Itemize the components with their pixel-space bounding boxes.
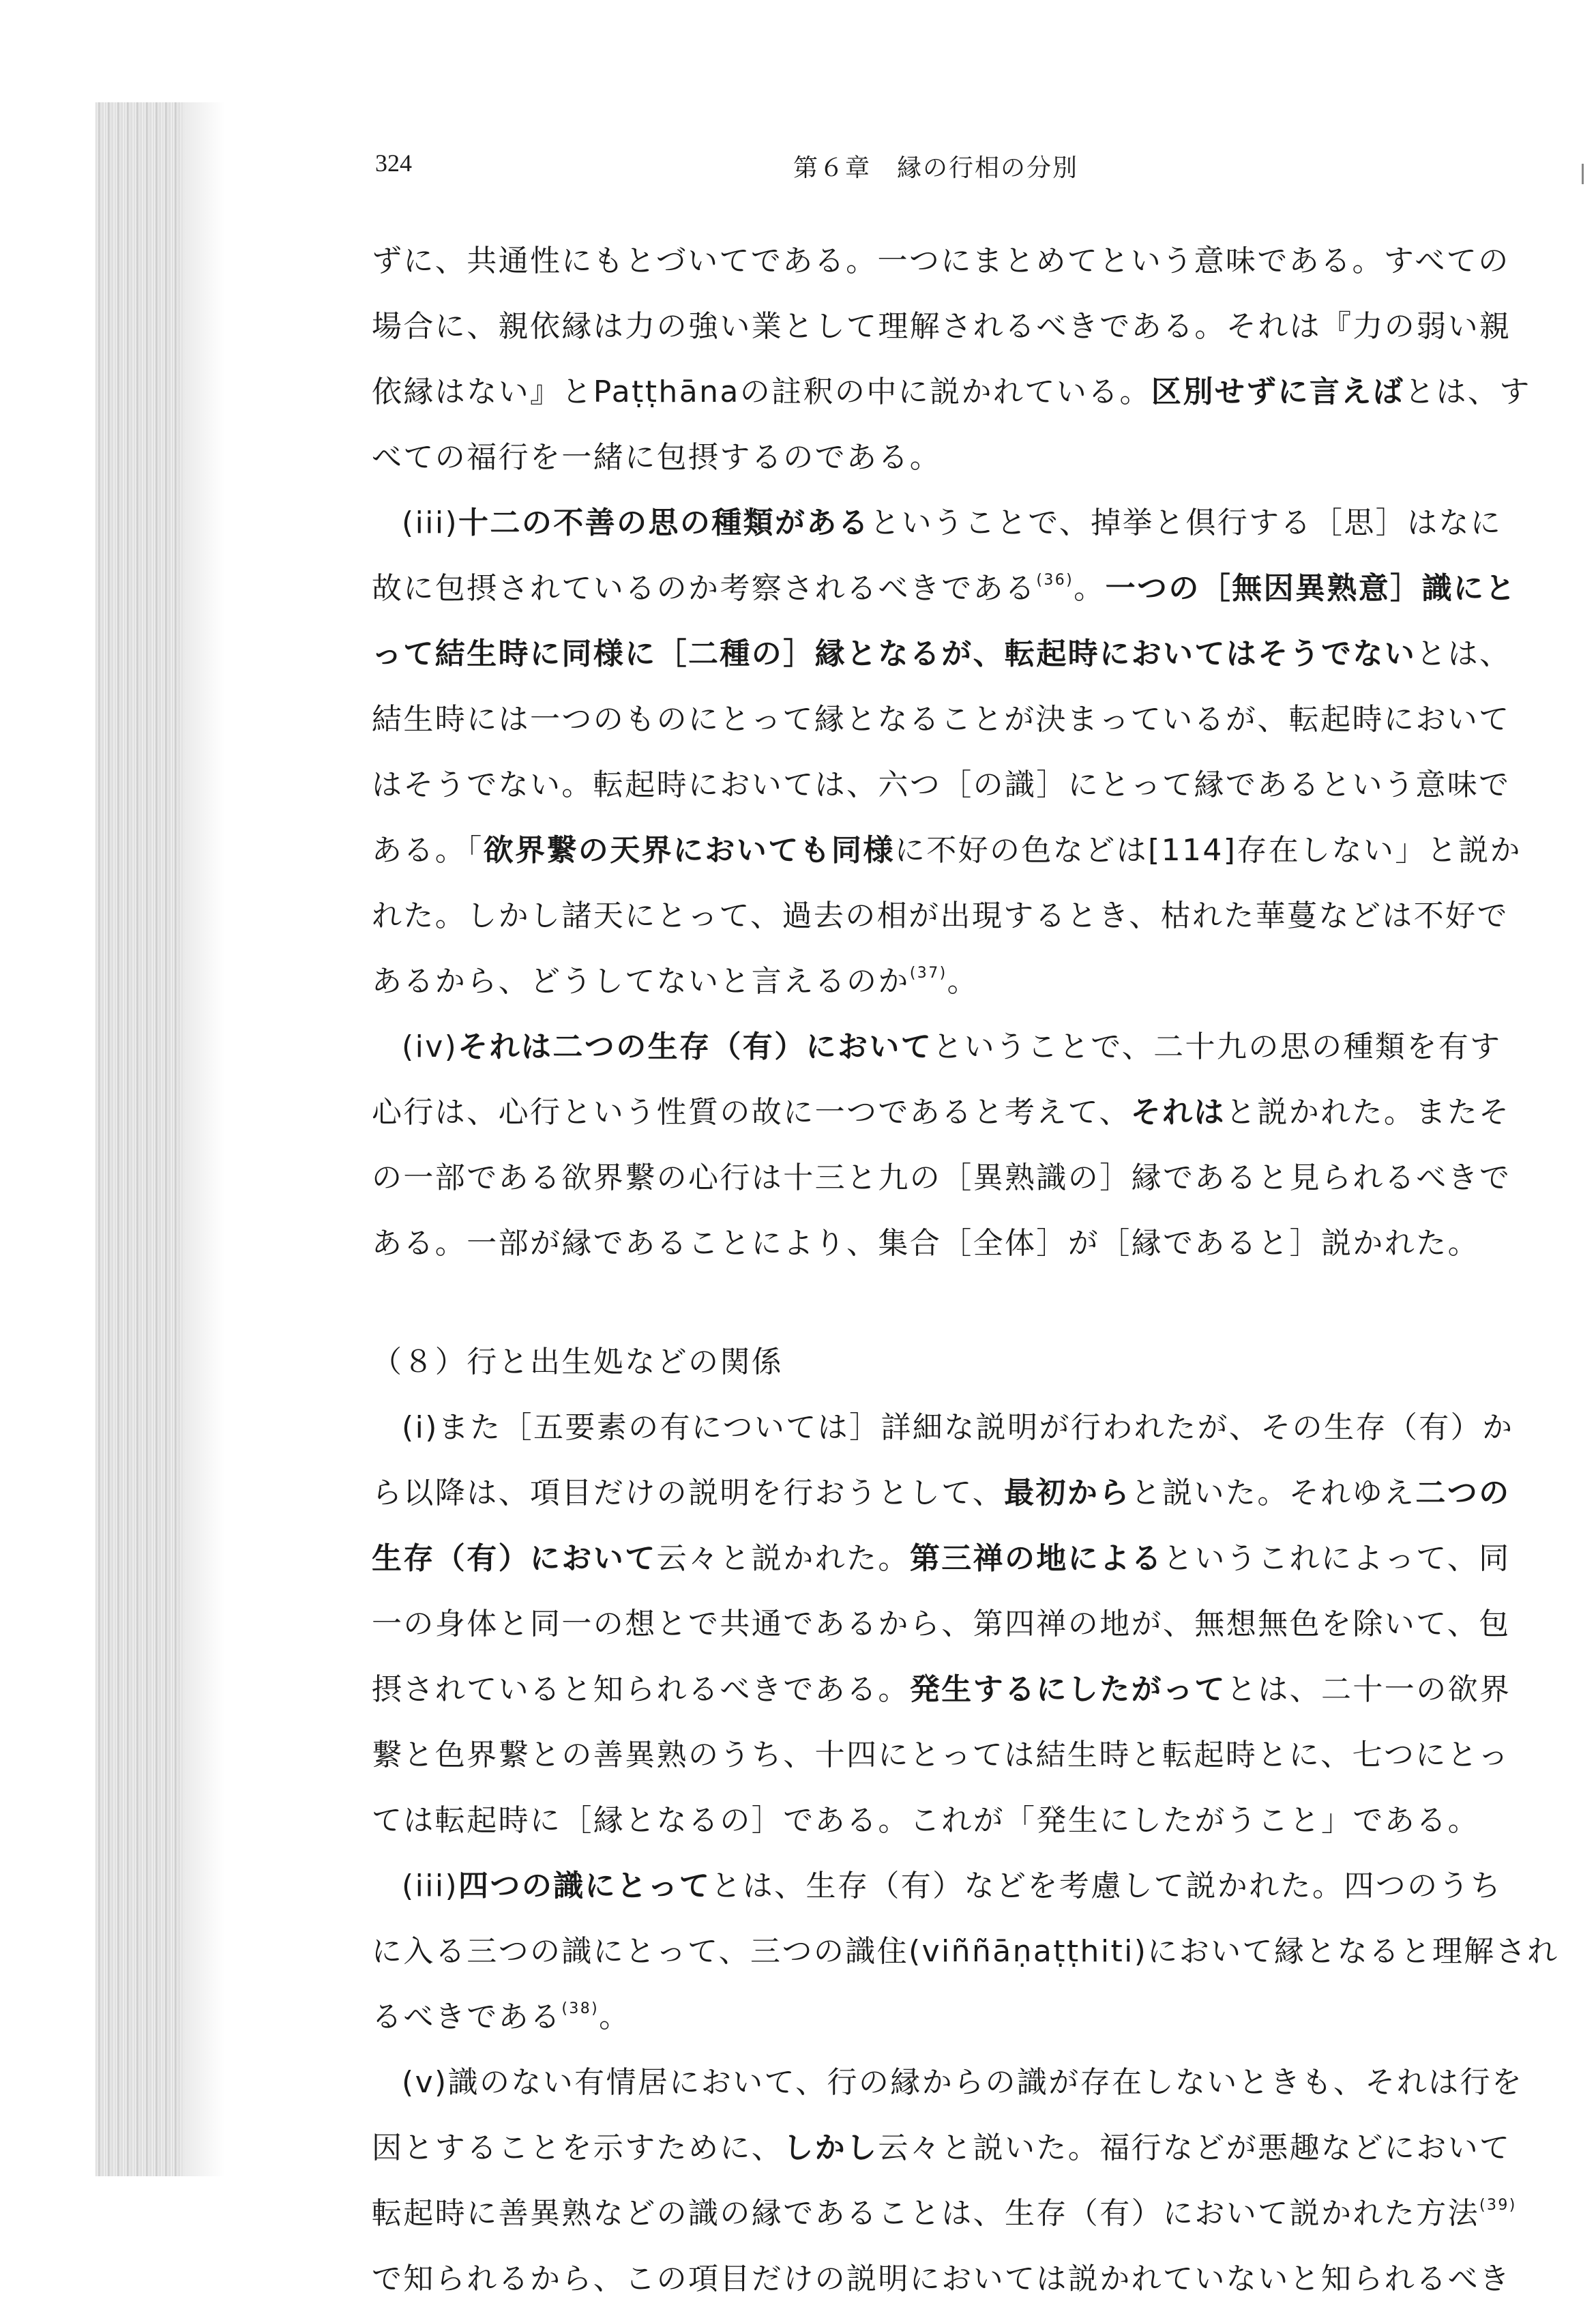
text-span: 云々と説かれた。 xyxy=(656,1541,910,1576)
text-span: ということで、掉挙と倶行する［思］はなに xyxy=(870,506,1503,540)
text-span: で知られるから、この項目だけの説明においては説かれていないと知られるべき xyxy=(372,2262,1511,2296)
running-head: 第６章 縁の行相の分別 xyxy=(793,154,1079,182)
text-span: ら以降は、項目だけの説明を行おうとして、 xyxy=(372,1476,1005,1510)
text-span: 繋と色界繋との善異熟のうち、十四にとっては結生時と転起時とに、七つにとっ xyxy=(372,1738,1510,1772)
text-line xyxy=(372,1330,1545,1395)
text-line xyxy=(372,883,1545,949)
text-line xyxy=(372,1985,1545,2050)
text-span: (iv) xyxy=(402,1029,458,1064)
text-line xyxy=(372,752,1545,818)
paragraph xyxy=(372,1014,1545,1276)
text-span: と説いた。それゆえ xyxy=(1130,1476,1416,1510)
text-span: あるから、どうしてないと言えるのか xyxy=(372,964,910,999)
text-span: 転起時に善異熟などの識の縁であることは、生存（有）において説かれた方法 xyxy=(372,2196,1479,2231)
text-line xyxy=(372,491,1545,556)
text-span: とは、生存（有）などを考慮して説かれた。四つのうち xyxy=(711,1869,1503,1903)
text-line xyxy=(372,621,1545,687)
text-span: とは、 xyxy=(1416,636,1511,671)
text-span: 。 xyxy=(599,2000,631,2034)
text-span: べての福行を一緒に包摂するのである。 xyxy=(372,440,942,475)
text-line xyxy=(372,360,1545,425)
text-span: とは、二十一の欲界 xyxy=(1226,1672,1511,1707)
page-header xyxy=(375,149,1548,190)
text-span: （８）行と出生処などの関係 xyxy=(372,1345,784,1379)
text-span: 摂されていると知られるべきである。 xyxy=(372,1672,910,1707)
text-span: ては転起時に［縁となるの］である。これが「発生にしたがうこと」である。 xyxy=(372,1803,1479,1838)
paragraph xyxy=(372,229,1545,491)
text-line xyxy=(372,687,1545,752)
text-line xyxy=(372,1854,1545,1919)
text-line xyxy=(372,1461,1545,1526)
text-span: と説かれた。またそ xyxy=(1225,1095,1511,1130)
text-line xyxy=(372,425,1545,491)
footnote-ref: (39) xyxy=(1479,2197,1517,2214)
paragraph xyxy=(372,1330,1545,1395)
text-line xyxy=(372,1919,1559,1985)
text-span: の一部である欲界繋の心行は十三と九の［異熟識の］縁であると見られるべきで xyxy=(372,1160,1511,1195)
text-span: ということで、二十九の思の種類を有す xyxy=(932,1029,1502,1064)
text-span: 場合に、親依縁は力の強い業として理解されるべきである。それは『力の弱い親 xyxy=(372,309,1511,344)
text-line xyxy=(372,1723,1545,1788)
text-line xyxy=(372,1788,1545,1854)
bold-term: 第三禅の地による xyxy=(909,1541,1164,1576)
text-span: 云々と説いた。福行などが悪趣などにおいて xyxy=(878,2131,1511,2165)
text-span: 結生時には一つのものにとって縁となることが決まっているが、転起時において xyxy=(372,702,1511,737)
text-span: れた。しかし諸天にとって、過去の相が出現するとき、枯れた華蔓などは不好で xyxy=(372,898,1509,933)
page-edge-mark xyxy=(1582,164,1584,184)
text-span: 心行は、心行という性質の故に一つであると考えて、 xyxy=(372,1095,1131,1130)
paragraph xyxy=(372,1395,1545,1854)
text-line xyxy=(372,2181,1545,2247)
bold-term: 欲界繋の天界においても同様 xyxy=(483,833,895,868)
text-span: に不好の色などは[114]存在しない」と説か xyxy=(894,833,1522,868)
text-line xyxy=(372,1080,1545,1145)
text-span: 。 xyxy=(947,964,979,999)
bold-term: って結生時に同様に［二種の］縁となるが、転起時においてはそうでない xyxy=(372,636,1417,671)
text-span: (v)識のない有情居において、行の縁からの識が存在しないときも、それは行を xyxy=(402,2065,1524,2100)
text-span: 故に包摂されているのか考察されるべきである xyxy=(372,571,1037,606)
text-line xyxy=(372,818,1545,883)
text-line xyxy=(372,1014,1545,1080)
text-span: ずに、共通性にもとづいてである。一つにまとめてという意味である。すべての xyxy=(372,244,1510,278)
text-line xyxy=(372,556,1545,621)
text-span: 。 xyxy=(1074,571,1106,606)
text-span: とは、す xyxy=(1404,375,1531,409)
text-span: (i)また［五要素の有については］詳細な説明が行われたが、その生存（有）か xyxy=(402,1410,1514,1445)
bold-term: 区別せずに言えば xyxy=(1151,375,1405,409)
page-number: 324 xyxy=(375,149,412,177)
text-span: (iii) xyxy=(402,1869,459,1903)
text-span: ある。「 xyxy=(372,833,484,868)
book-binding-shadow xyxy=(95,102,184,2176)
bold-term: それは xyxy=(1130,1095,1226,1130)
text-span: るべきである xyxy=(372,2000,562,2034)
text-span: 一の身体と同一の想とで共通であるから、第四禅の地が、無想無色を除いて、包 xyxy=(372,1607,1511,1641)
footnote-ref: (38) xyxy=(561,2000,600,2017)
bold-term: 一つの［無因異熟意］識にと xyxy=(1105,571,1517,606)
text-line xyxy=(372,1592,1545,1657)
text-line xyxy=(372,2050,1545,2116)
text-line xyxy=(372,294,1545,360)
text-span: (iii) xyxy=(402,506,459,540)
text-span: というこれによって、同 xyxy=(1163,1541,1511,1576)
paragraph xyxy=(372,491,1545,1014)
bold-term: 最初から xyxy=(1004,1476,1131,1510)
bold-term: 四つの識にとって xyxy=(458,1869,711,1903)
text-line xyxy=(372,1657,1545,1723)
bold-term: それは二つの生存（有）において xyxy=(458,1029,933,1064)
text-span: 依縁はない』とPaṭṭhānaの註釈の中に説かれている。 xyxy=(372,375,1151,409)
section-gap xyxy=(372,1276,1545,1330)
text-line xyxy=(372,1211,1545,1276)
paragraph xyxy=(372,2050,1545,2312)
bold-term: 発生するにしたがって xyxy=(909,1672,1226,1707)
bold-term: しかし xyxy=(783,2131,878,2165)
text-line xyxy=(372,2247,1545,2312)
paragraph xyxy=(372,1854,1559,2050)
text-span: はそうでない。転起時においては、六つ［の識］にとって縁であるという意味で xyxy=(372,767,1511,802)
text-span: に入る三つの識にとって、三つの識住(viññāṇaṭṭhiti)において縁となると理解され xyxy=(372,1934,1559,1969)
bold-term: 生存（有）において xyxy=(372,1541,657,1576)
text-line xyxy=(372,229,1545,294)
text-line xyxy=(372,1145,1545,1211)
footnote-ref: (36) xyxy=(1036,572,1074,589)
body-text xyxy=(372,229,1559,2312)
text-span: ある。一部が縁であることにより、集合［全体］が［縁であると］説かれた。 xyxy=(372,1226,1479,1261)
text-line xyxy=(372,949,1545,1014)
binding-fade xyxy=(184,102,225,2176)
footnote-ref: (37) xyxy=(909,965,947,982)
text-line xyxy=(372,2116,1545,2181)
text-line xyxy=(372,1526,1545,1592)
bold-term: 二つの xyxy=(1415,1476,1511,1510)
text-span: 因とすることを示すために、 xyxy=(372,2131,784,2165)
text-line xyxy=(372,1395,1545,1461)
bold-term: 十二の不善の思の種類がある xyxy=(458,506,870,540)
